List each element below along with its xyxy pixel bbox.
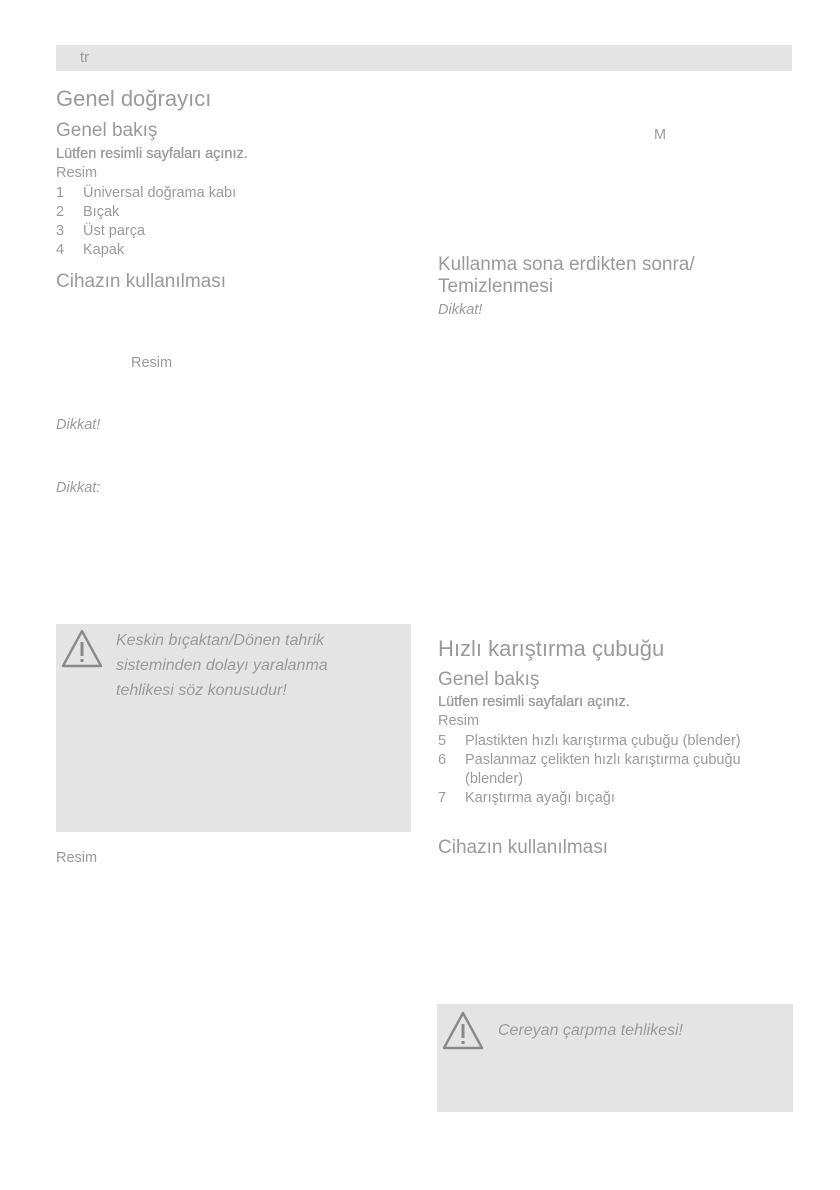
warning-text-blade: Keskin bıçaktan/Dönen tahrik sisteminden dolayı yaralanma tehlikesi söz konusudur! — [116, 632, 328, 699]
warning-box-blade — [56, 624, 411, 832]
overview-heading: Genel bakış — [56, 120, 158, 141]
caution-label: Dikkat! — [56, 417, 101, 433]
list-item: 5 Plastikten hızlı karıştırma çubuğu (blender) — [438, 733, 741, 749]
language-bar — [56, 45, 792, 71]
warning-text-electric: Cereyan çarpma tehlikesi! — [498, 1022, 683, 1039]
usage-heading-blender: Cihazın kullanılması — [438, 837, 609, 858]
figure-label: Resim — [56, 165, 98, 181]
cleaning-heading-line2: Temizlenmesi — [438, 276, 554, 297]
language-code: tr — [80, 49, 90, 66]
parts-list-blender — [438, 732, 758, 808]
usage-figure-label: Resim — [131, 355, 173, 371]
warning-triangle-icon — [60, 628, 104, 670]
usage-heading: Cihazın kullanılması — [56, 271, 227, 292]
cleaning-heading-line1: Kullanma sona erdikten sonra/ — [438, 254, 695, 275]
list-item: 6 Paslanmaz çelikten hızlı karıştırma çubuğu (blender) — [438, 752, 741, 787]
figure-label-blender: Resim — [438, 713, 480, 729]
m-label: M — [654, 127, 667, 143]
list-item: 4 Kapak — [56, 242, 125, 258]
open-pages-note: Lütfen resimli sayfaları açınız. — [56, 146, 248, 162]
warning-triangle-icon — [441, 1010, 485, 1052]
list-item: 2 Bıçak — [56, 204, 120, 220]
section-title-blender: Hızlı karıştırma çubuğu — [438, 636, 665, 661]
list-item: 3 Üst parça — [56, 223, 146, 239]
list-item: 7 Karıştırma ayağı bıçağı — [438, 790, 615, 806]
warning-box-electric — [437, 1004, 793, 1112]
section-title-chopper: Genel doğrayıcı — [56, 86, 212, 111]
bottom-figure-label: Resim — [56, 850, 98, 866]
list-item: 1 Üniversal doğrama kabı — [56, 185, 237, 201]
parts-list-chopper — [56, 184, 396, 260]
cleaning-caution: Dikkat! — [438, 302, 483, 318]
overview-heading-blender: Genel bakış — [438, 669, 540, 690]
caution-label-2: Dikkat: — [56, 480, 101, 496]
open-pages-note-blender: Lütfen resimli sayfaları açınız. — [438, 694, 630, 710]
